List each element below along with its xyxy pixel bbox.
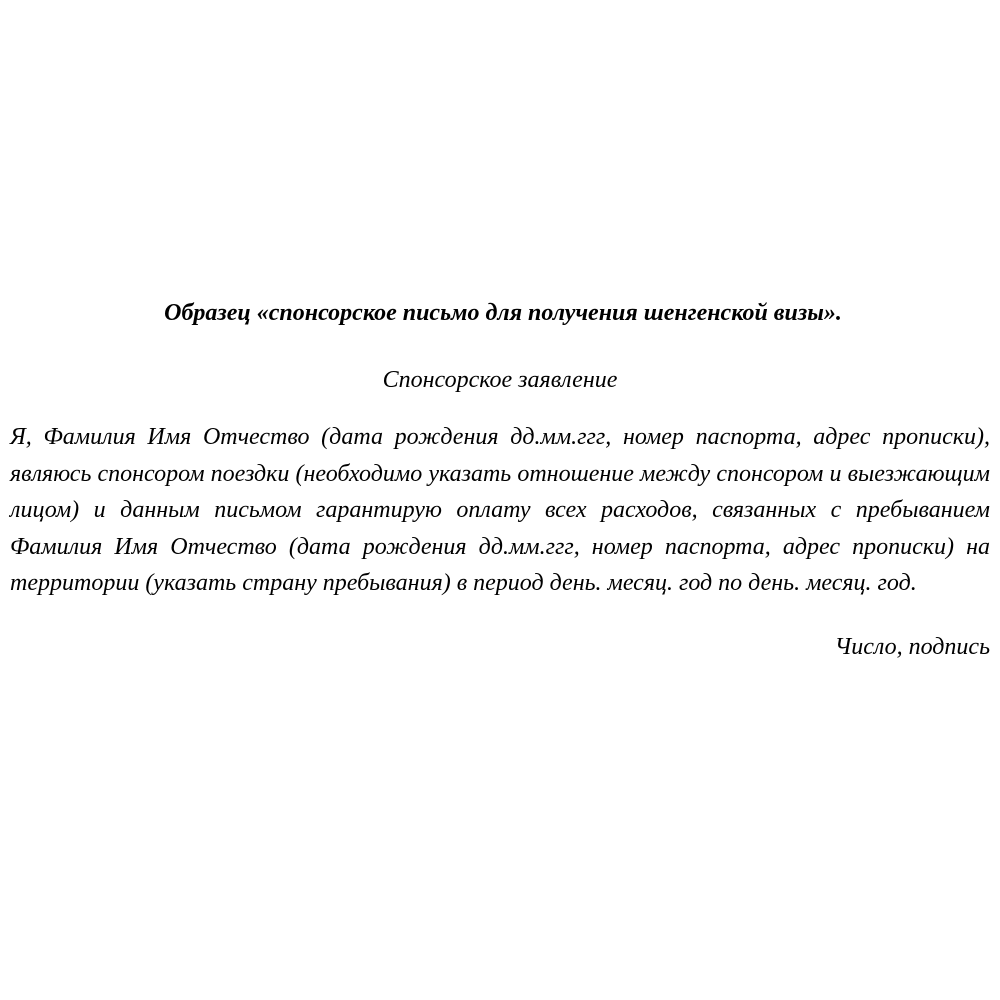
signature-line: Число, подпись xyxy=(834,633,990,660)
document-page xyxy=(10,293,990,664)
document-subtitle: Спонсорское заявление xyxy=(382,367,618,393)
document-body: Я, Фамилия Имя Отчество (дата рождения дд.мм.ггг, номер паспорта, адрес прописки), являюсь спонсором поездки (необходимо указать отношение между спонсором и выезжающим лицом) и данным письмом гарантирую оплату всех расходов, связанных с пребыванием Фамилия Имя Отчество (дата рождения дд.мм.ггг, номер паспорта, адрес прописки) на территории (указать страну пребывания) в период день. месяц. год по день. месяц. год. xyxy=(10,424,990,596)
document-title: Образец «спонсорское письмо для получения шенгенской визы». xyxy=(164,300,842,326)
